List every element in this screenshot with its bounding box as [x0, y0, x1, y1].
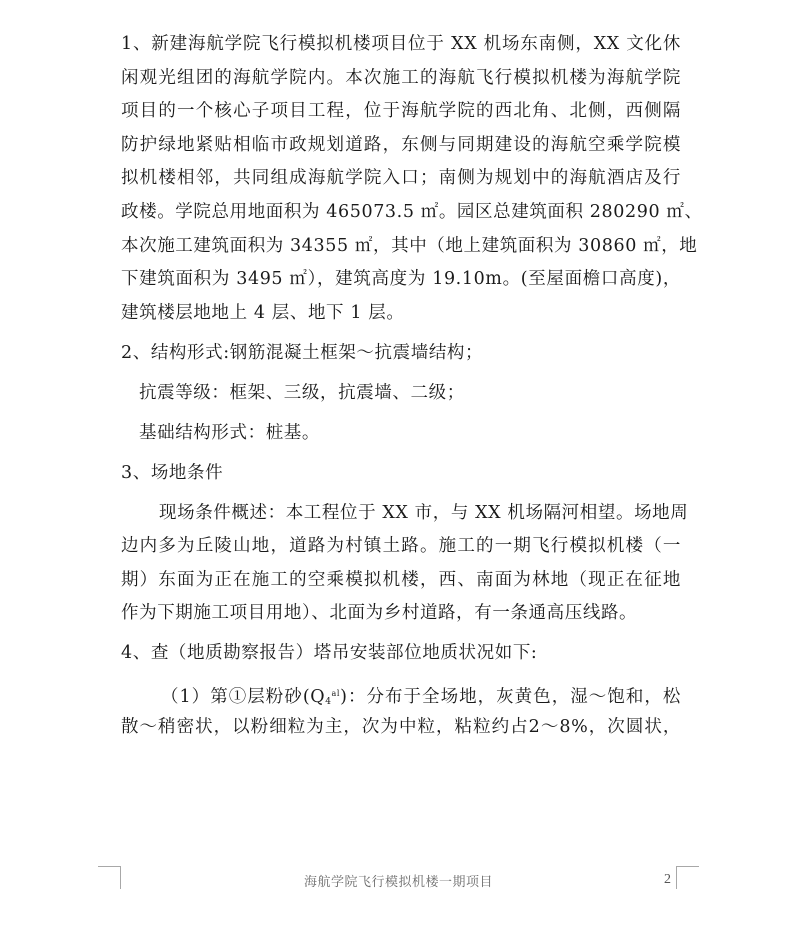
structure-form: 2、结构形式:钢筋混凝土框架～抗震墙结构； — [121, 342, 484, 363]
footer-title: 海航学院飞行模拟机楼一期项目 — [303, 875, 493, 890]
section-4-heading: 4、查（地质勘察报告）塔吊安装部位地质状况如下: — [121, 643, 538, 664]
paragraph-1-line-8: 下建筑面积为 3495 ㎡），建筑高度为 19.10m。(至屋面檐口高度)， — [121, 269, 681, 290]
layer-1-label: （1）第①层粉砂 — [161, 687, 303, 708]
paragraph-3-line-3: 期）东面为正在施工的空乘模拟机楼，西、南面为林地（现正在征地 — [121, 569, 681, 590]
paragraph-4-line-2: 散～稍密状，以粉细粒为主，次为中粒，粘粒约占2～8%，次圆状， — [121, 717, 681, 738]
paragraph-1-line-4: 防护绿地紧贴相临市政规划道路，东侧与同期建设的海航空乘学院模 — [121, 134, 681, 155]
page-number: 2 — [664, 872, 671, 887]
layer-1-description: ：分布于全场地，灰黄色，湿～饱和，松 — [347, 687, 681, 708]
paragraph-1-line-5: 拟机楼相邻，共同组成海航学院入口；南侧为规划中的海航酒店及行 — [121, 168, 681, 189]
paragraph-3-line-1: 现场条件概述：本工程位于 XX 市，与 XX 机场隔河相望。场地周 — [159, 502, 689, 523]
paragraph-1-line-9: 建筑楼层地地上 4 层、地下 1 层。 — [121, 302, 405, 323]
paragraph-1-line-2: 闲观光组团的海航学院内。本次施工的海航飞行模拟机楼为海航学院 — [121, 67, 681, 88]
foundation-form: 基础结构形式：桩基。 — [139, 422, 320, 443]
paragraph-3-line-2: 边内多为丘陵山地，道路为村镇土路。施工的一期飞行模拟机楼（一 — [121, 536, 681, 557]
paragraph-1-line-3: 项目的一个核心子项目工程，位于海航学院的西北角、北侧，西侧隔 — [121, 101, 681, 122]
paragraph-1-line-7: 本次施工建筑面积为 34355 ㎡，其中（地上建筑面积为 30860 ㎡，地 — [121, 235, 698, 256]
soil-formula: $(Q_4^{al})$ — [302, 687, 348, 708]
paragraph-3-line-4: 作为下期施工项目用地）、北面为乡村道路，有一条通高压线路。 — [121, 603, 638, 624]
section-3-heading: 3、场地条件 — [121, 462, 224, 483]
paragraph-4-line-1 — [121, 677, 681, 711]
seismic-grade: 抗震等级：框架、三级，抗震墙、二级； — [139, 382, 465, 403]
paragraph-1-line-1: 1、新建海航学院飞行模拟机楼项目位于 XX 机场东南侧，XX 文化休 — [121, 34, 681, 54]
paragraph-1-line-6: 政楼。学院总用地面积为 465073.5 ㎡。园区总建筑面积 280290 ㎡、 — [121, 201, 703, 222]
body-text — [121, 28, 703, 745]
